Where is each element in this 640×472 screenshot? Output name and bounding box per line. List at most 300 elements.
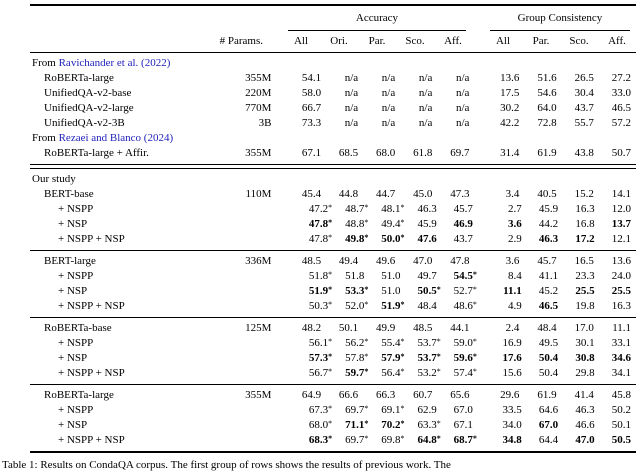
table-row [30, 131, 636, 146]
table-section [30, 251, 636, 317]
accuracy-value: 51.9 [308, 284, 329, 297]
accuracy-value: 48.2 [301, 321, 322, 334]
group-consistency-cell: 30.1 [575, 336, 595, 349]
group-consistency-cell: 3.6 [505, 254, 520, 267]
accuracy-value: 54.1 [301, 72, 322, 84]
column-gap [271, 321, 290, 336]
results-table-body [30, 53, 636, 451]
table-row [30, 101, 636, 116]
accuracy-cell [438, 321, 475, 336]
group-consistency-header-group [484, 9, 636, 31]
significance-star [469, 144, 475, 159]
column-gap [475, 71, 487, 86]
significance-star [395, 84, 401, 99]
significance-star [432, 144, 438, 159]
group-consistency-cell: 12.0 [611, 202, 632, 215]
table-row [30, 56, 636, 71]
accuracy-value: 63.3 [417, 418, 437, 431]
table-row [30, 86, 636, 101]
model-label: + NSPP + NSP [58, 433, 125, 446]
accuracy-cell [334, 232, 370, 247]
accuracy-cell [401, 146, 438, 161]
accuracy-value: 53.7 [417, 336, 437, 349]
model-label: RoBERTa-large [44, 72, 114, 84]
group-consistency-cell: 24.0 [611, 269, 632, 282]
accuracy-cell [298, 366, 334, 381]
accuracy-cell [401, 388, 438, 403]
group-consistency-cell: 46.6 [575, 418, 595, 431]
params-column-header: # Params. [219, 35, 263, 47]
params-value: 355M [245, 147, 272, 159]
significance-star [432, 84, 438, 99]
significance-star [395, 386, 401, 401]
accuracy-cell [298, 232, 334, 247]
column-gap [271, 101, 290, 116]
significance-star: * [364, 433, 369, 443]
accuracy-value: 66.3 [376, 388, 396, 401]
accuracy-cell [290, 187, 327, 202]
group-consistency-cell: 64.0 [537, 102, 557, 114]
group-consistency-cell: 64.6 [538, 403, 559, 416]
accuracy-cell [334, 433, 370, 448]
accuracy-value: 60.7 [413, 388, 433, 401]
gc-col-all: All [495, 35, 511, 47]
accuracy-value: 71.1 [345, 418, 365, 431]
group-consistency-cell: 72.8 [537, 117, 557, 129]
accuracy-value: 59.6 [453, 351, 473, 364]
group-consistency-cell: 50.7 [611, 147, 632, 159]
group-consistency-cell: 25.5 [575, 284, 595, 297]
group-consistency-cell: 45.8 [611, 388, 632, 401]
accuracy-value: 69.1 [381, 403, 401, 416]
group-consistency-cell: 2.4 [505, 321, 520, 334]
accuracy-value: 57.4 [453, 366, 473, 379]
significance-star [469, 185, 475, 200]
group-consistency-cell: 46.5 [611, 102, 632, 114]
params-value [223, 351, 280, 366]
accuracy-value: 47.0 [413, 254, 433, 267]
column-gap [479, 403, 490, 418]
accuracy-cell [290, 146, 327, 161]
group-consistency-cell: 11.1 [612, 321, 632, 334]
significance-star: * [400, 418, 405, 428]
column-gap [475, 116, 487, 131]
significance-star: * [472, 336, 477, 346]
significance-star: * [328, 366, 333, 376]
group-consistency-cell: 19.8 [575, 299, 595, 312]
accuracy-value: 51.8 [345, 269, 365, 282]
column-gap [280, 284, 298, 299]
significance-star [469, 84, 475, 99]
group-label-text: From [32, 57, 59, 69]
model-column-header [30, 31, 203, 52]
group-consistency-cell: 30.8 [575, 351, 595, 364]
accuracy-value: 67.1 [301, 147, 322, 159]
significance-star [432, 185, 438, 200]
significance-star: * [472, 284, 477, 294]
accuracy-value: 68.0 [376, 147, 396, 159]
significance-star [469, 319, 475, 334]
significance-star: * [400, 366, 405, 376]
group-consistency-cell: 34.8 [502, 433, 522, 446]
group-consistency-cell: 34.0 [502, 418, 522, 431]
group-consistency-cell: 34.1 [611, 366, 632, 379]
group-consistency-cell: 43.7 [574, 102, 594, 114]
accuracy-value: 66.7 [301, 102, 322, 114]
accuracy-value: 61.8 [413, 147, 433, 159]
model-label: BERT-base [44, 187, 94, 200]
column-gap [479, 217, 490, 232]
accuracy-value: n/a [381, 117, 396, 129]
header-gap [472, 9, 484, 31]
accuracy-value: n/a [455, 72, 470, 84]
group-consistency-cell: 4.9 [508, 299, 522, 312]
group-row-label [30, 56, 432, 71]
gc-col-sco: Sco. [569, 35, 589, 47]
accuracy-value: 57.8 [345, 351, 365, 364]
accuracy-value: 68.7 [453, 433, 473, 446]
column-gap [280, 232, 298, 247]
significance-star: * [436, 284, 441, 294]
params-value [223, 403, 280, 418]
table-row [30, 172, 636, 187]
column-gap [271, 254, 290, 269]
group-consistency-cell: 3.4 [505, 187, 520, 200]
significance-star: * [436, 366, 441, 376]
group-label-text: Our study [32, 172, 76, 185]
accuracy-cell [290, 388, 327, 403]
significance-star: * [328, 269, 333, 279]
accuracy-value: n/a [344, 102, 359, 114]
accuracy-header-group [282, 9, 472, 31]
accuracy-value: 53.3 [345, 284, 365, 297]
accuracy-value: 46.9 [453, 217, 473, 230]
accuracy-value: 50.0 [381, 232, 401, 245]
group-consistency-cell: 57.2 [611, 117, 632, 129]
accuracy-value: 51.0 [381, 284, 401, 297]
group-consistency-cell: 61.9 [537, 147, 557, 159]
column-gap [479, 418, 490, 433]
column-gap [479, 284, 490, 299]
table-section [30, 385, 636, 451]
accuracy-cell [438, 146, 475, 161]
significance-star [469, 99, 475, 114]
accuracy-value: 68.3 [308, 433, 329, 446]
significance-star [358, 84, 364, 99]
accuracy-value: n/a [418, 72, 433, 84]
column-gap [479, 232, 490, 247]
group-consistency-cell: 54.6 [537, 87, 557, 99]
significance-star: * [400, 217, 405, 227]
significance-star [437, 401, 443, 416]
bottom-rule [30, 451, 636, 455]
model-label: + NSP [58, 284, 88, 297]
accuracy-value: 67.0 [453, 403, 473, 416]
accuracy-value: 69.7 [345, 433, 365, 446]
group-consistency-cell: 13.6 [500, 72, 520, 84]
group-consistency-cell: 47.0 [575, 433, 595, 446]
group-consistency-cell: 13.7 [611, 217, 632, 230]
column-gap [280, 336, 298, 351]
column-gap [280, 217, 298, 232]
group-consistency-cell: 29.8 [575, 366, 595, 379]
accuracy-value: 48.5 [301, 254, 322, 267]
significance-star [321, 319, 327, 334]
significance-star [395, 319, 401, 334]
group-consistency-cell: 41.1 [538, 269, 559, 282]
accuracy-value: 56.7 [308, 366, 329, 379]
params-value: 336M [245, 254, 272, 267]
accuracy-cell [327, 116, 364, 131]
accuracy-cell [327, 146, 364, 161]
params-value: 3B [258, 117, 272, 129]
group-consistency-cell: 33.1 [611, 336, 632, 349]
significance-star [437, 267, 443, 282]
significance-star: * [364, 299, 369, 309]
significance-star: * [364, 351, 369, 361]
group-consistency-cell: 29.6 [500, 388, 520, 401]
group-consistency-cell: 67.0 [538, 418, 559, 431]
accuracy-value: n/a [344, 72, 359, 84]
model-label: + NSPP [58, 336, 94, 349]
accuracy-value: 47.8 [450, 254, 470, 267]
significance-star: * [328, 433, 333, 443]
model-label: RoBERTa-base [44, 321, 112, 334]
group-consistency-cell: 42.2 [500, 117, 520, 129]
significance-star: * [400, 202, 405, 212]
significance-star: * [436, 336, 441, 346]
column-gap [280, 202, 298, 217]
gc-col-par: Par. [532, 35, 550, 47]
header-spacer [30, 9, 282, 31]
params-value [223, 418, 280, 433]
header-columns-row [30, 31, 636, 52]
accuracy-value: 50.5 [417, 284, 437, 297]
significance-star [469, 114, 475, 129]
group-consistency-cell: 61.9 [537, 388, 557, 401]
accuracy-cell [370, 299, 406, 314]
group-consistency-cell: 11.1 [503, 284, 522, 297]
significance-star [321, 386, 327, 401]
model-label: + NSPP [58, 202, 94, 215]
significance-star [401, 282, 407, 297]
accuracy-value: 48.6 [453, 299, 473, 312]
significance-star [469, 69, 475, 84]
significance-star [358, 69, 364, 84]
group-row-label [30, 172, 432, 187]
accuracy-value: 45.7 [453, 202, 473, 215]
accuracy-cell [290, 116, 327, 131]
accuracy-value: 47.3 [450, 187, 470, 200]
model-label: + NSP [58, 351, 88, 364]
group-consistency-cell: 17.2 [575, 232, 595, 245]
accuracy-value: 69.7 [345, 403, 365, 416]
significance-star: * [328, 217, 333, 227]
group-consistency-cell: 41.4 [574, 388, 594, 401]
accuracy-cell [407, 299, 443, 314]
citation-link[interactable]: Ravichander et al. (2022) [58, 57, 171, 69]
params-value [223, 366, 280, 381]
group-consistency-cell: 50.1 [611, 418, 632, 431]
significance-star: * [472, 269, 477, 279]
significance-star [473, 200, 479, 215]
significance-star: * [400, 433, 405, 443]
group-consistency-cell: 48.4 [537, 321, 557, 334]
accuracy-cell [443, 299, 479, 314]
accuracy-cell [443, 232, 479, 247]
group-consistency-cell: 34.6 [611, 351, 632, 364]
significance-star [473, 215, 479, 230]
significance-star: * [436, 351, 441, 361]
column-gap [280, 418, 298, 433]
significance-star [358, 386, 364, 401]
group-consistency-cell: 14.1 [611, 187, 632, 200]
group-row-label [30, 131, 432, 146]
group-label-text: From [32, 132, 59, 144]
significance-star [321, 84, 327, 99]
accuracy-value: 48.7 [345, 202, 365, 215]
accuracy-cell [370, 433, 406, 448]
column-gap [479, 202, 490, 217]
accuracy-value: n/a [418, 102, 433, 114]
citation-link[interactable]: Rezaei and Blanco (2024) [58, 132, 174, 144]
accuracy-value: n/a [418, 117, 433, 129]
accuracy-value: 49.8 [345, 232, 365, 245]
accuracy-value: n/a [455, 117, 470, 129]
significance-star [364, 267, 370, 282]
accuracy-value: 56.4 [381, 366, 401, 379]
significance-star [437, 215, 443, 230]
accuracy-value: 50.3 [308, 299, 329, 312]
accuracy-cell [407, 232, 443, 247]
accuracy-value: 43.7 [453, 232, 473, 245]
significance-star: * [328, 202, 333, 212]
significance-star: * [400, 232, 405, 242]
accuracy-value: 47.8 [308, 217, 329, 230]
accuracy-value: 47.8 [308, 232, 329, 245]
significance-star: * [400, 351, 405, 361]
significance-star [395, 99, 401, 114]
model-label: UnifiedQA-v2-base [44, 87, 132, 99]
significance-star: * [364, 336, 369, 346]
accuracy-cell [334, 366, 370, 381]
accuracy-value: 49.4 [381, 217, 401, 230]
gc-col-aff: Aff. [608, 35, 626, 47]
params-value [223, 336, 280, 351]
accuracy-cell [401, 187, 438, 202]
params-value: 110M [245, 187, 272, 200]
group-consistency-cell: 45.2 [538, 284, 559, 297]
params-value [223, 284, 280, 299]
params-value [223, 299, 280, 314]
significance-star [395, 114, 401, 129]
accuracy-value: 44.8 [338, 187, 359, 200]
significance-star: * [472, 299, 477, 309]
significance-star [321, 69, 327, 84]
significance-star [473, 230, 479, 245]
column-gap [479, 366, 490, 381]
column-gap [475, 101, 487, 116]
accuracy-cell [298, 433, 334, 448]
significance-star [432, 114, 438, 129]
accuracy-value: 49.7 [417, 269, 437, 282]
accuracy-value: 62.9 [417, 403, 437, 416]
column-gap [472, 31, 484, 52]
significance-star [321, 99, 327, 114]
accuracy-cell [364, 146, 401, 161]
accuracy-value: 48.4 [417, 299, 437, 312]
group-consistency-cell: 45.7 [537, 254, 557, 267]
column-gap [271, 388, 290, 403]
group-consistency-cell: 33.5 [502, 403, 522, 416]
group-consistency-cell: 15.2 [574, 187, 594, 200]
group-consistency-cell: 31.4 [500, 147, 520, 159]
group-consistency-cell: 55.7 [574, 117, 594, 129]
accuracy-col-ori: Ori. [330, 35, 348, 47]
accuracy-cell [334, 299, 370, 314]
significance-star: * [328, 403, 333, 413]
group-consistency-cell: 23.3 [575, 269, 595, 282]
accuracy-value: 52.7 [453, 284, 473, 297]
significance-star [358, 252, 364, 267]
accuracy-cell [438, 388, 475, 403]
significance-star [432, 252, 438, 267]
model-label: + NSPP + NSP [58, 299, 125, 312]
model-label: RoBERTa-large + Affir. [44, 147, 149, 159]
accuracy-value: 44.1 [450, 321, 470, 334]
group-consistency-cell: 44.2 [538, 217, 559, 230]
significance-star [358, 185, 364, 200]
model-label: + NSPP + NSP [58, 366, 125, 379]
significance-star [473, 416, 479, 431]
group-consistency-cell: 16.8 [575, 217, 595, 230]
significance-star: * [328, 232, 333, 242]
header-group-row [30, 6, 636, 31]
accuracy-cell [401, 254, 438, 269]
significance-star [473, 401, 479, 416]
table-row [30, 366, 636, 381]
significance-star [401, 267, 407, 282]
significance-star [395, 185, 401, 200]
column-gap [479, 299, 490, 314]
accuracy-value: 45.0 [413, 187, 433, 200]
group-consistency-cell: 33.0 [611, 87, 632, 99]
table-row [30, 299, 636, 314]
accuracy-value: 44.7 [376, 187, 396, 200]
group-consistency-cell: 50.5 [611, 433, 632, 446]
accuracy-value: 51.9 [381, 299, 401, 312]
significance-star: * [400, 336, 405, 346]
group-consistency-cell: 27.2 [611, 72, 632, 84]
accuracy-value: 53.7 [417, 351, 437, 364]
accuracy-value: 49.9 [376, 321, 396, 334]
significance-star: * [364, 202, 369, 212]
group-consistency-cell: 64.4 [538, 433, 559, 446]
group-consistency-cell: 16.5 [574, 254, 594, 267]
params-value: 770M [245, 102, 272, 114]
accuracy-value: 51.0 [381, 269, 401, 282]
significance-star [321, 114, 327, 129]
accuracy-value: 54.5 [453, 269, 473, 282]
model-label: UnifiedQA-v2-3B [44, 117, 125, 129]
params-value [223, 232, 280, 247]
group-consistency-cell: 16.3 [611, 299, 632, 312]
accuracy-value: 55.4 [381, 336, 401, 349]
group-consistency-cell: 17.6 [502, 351, 522, 364]
accuracy-value: 73.3 [301, 117, 322, 129]
significance-star [432, 319, 438, 334]
accuracy-col-aff: Aff. [444, 35, 462, 47]
